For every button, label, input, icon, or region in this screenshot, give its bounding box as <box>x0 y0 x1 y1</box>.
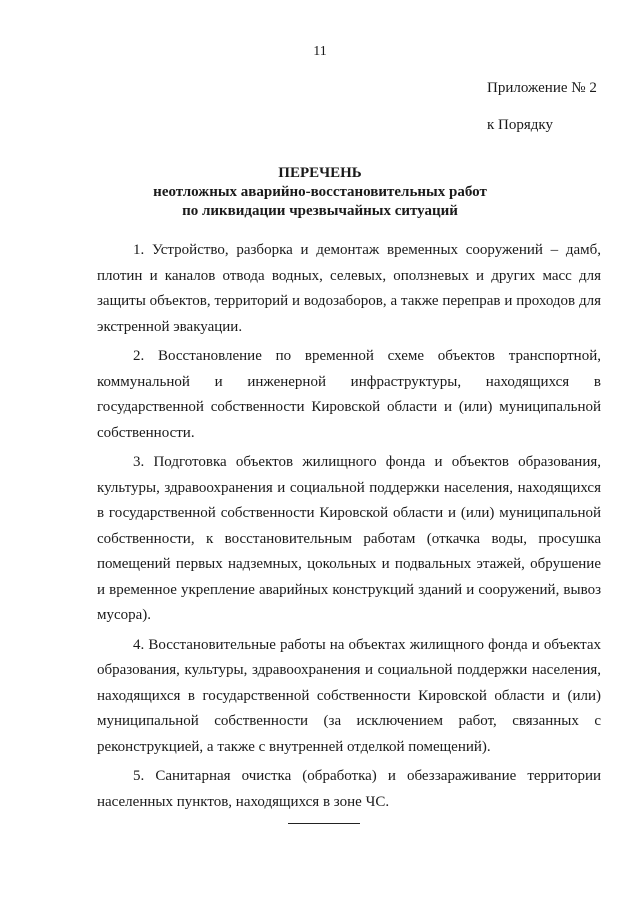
document-title <box>0 164 640 221</box>
to-order-label: к Порядку <box>487 117 553 133</box>
page-number: 11 <box>313 44 327 59</box>
list-item-2: 2. Восстановление по временной схеме объектов транспортной, коммунальной и инженерной инфраструктуры, находящихся в государственной собственности Кировской области и (или) муниципальной собственности. <box>97 348 601 441</box>
item-list <box>97 238 601 819</box>
list-item-1: 1. Устройство, разборка и демонтаж временных сооружений – дамб, плотин и каналов отвода водных, селевых, оползневых и других масс для защиты объектов, территорий и водозаборов, а также переправ и проходов для экстренной эвакуации. <box>97 242 601 335</box>
list-item-5: 5. Санитарная очистка (обработка) и обеззараживание территории населенных пунктов, находящихся в зоне ЧС. <box>97 768 601 810</box>
appendix-label: Приложение № 2 <box>487 80 597 96</box>
title-heading: ПЕРЕЧЕНЬ <box>278 165 362 181</box>
list-item-4: 4. Восстановительные работы на объектах жилищного фонда и объектах образования, культуры, здравоохранения и социальной поддержки населения, находящихся в государственной собственности Кировской области и (или) муниципальной собственности (за исключением работ, связанных с реконструкцией, а также с внутренней отделкой помещений). <box>97 636 601 755</box>
title-subheading-1: неотложных аварийно-восстановительных работ <box>153 184 487 200</box>
title-subheading-2: по ликвидации чрезвычайных ситуаций <box>182 203 458 219</box>
list-item-3: 3. Подготовка объектов жилищного фонда и объектов образования, культуры, здравоохранения и социальной поддержки населения, находящихся в государственной собственности Кировской области и (или) муниципальной собственности, к восстановительным работам (откачка воды, просушка помещений первых надземных, цокольных и подвальных этажей, обрушение и временное укрепление аварийных конструкций зданий и сооружений, вывоз мусора). <box>97 454 601 623</box>
divider-line <box>288 823 360 824</box>
